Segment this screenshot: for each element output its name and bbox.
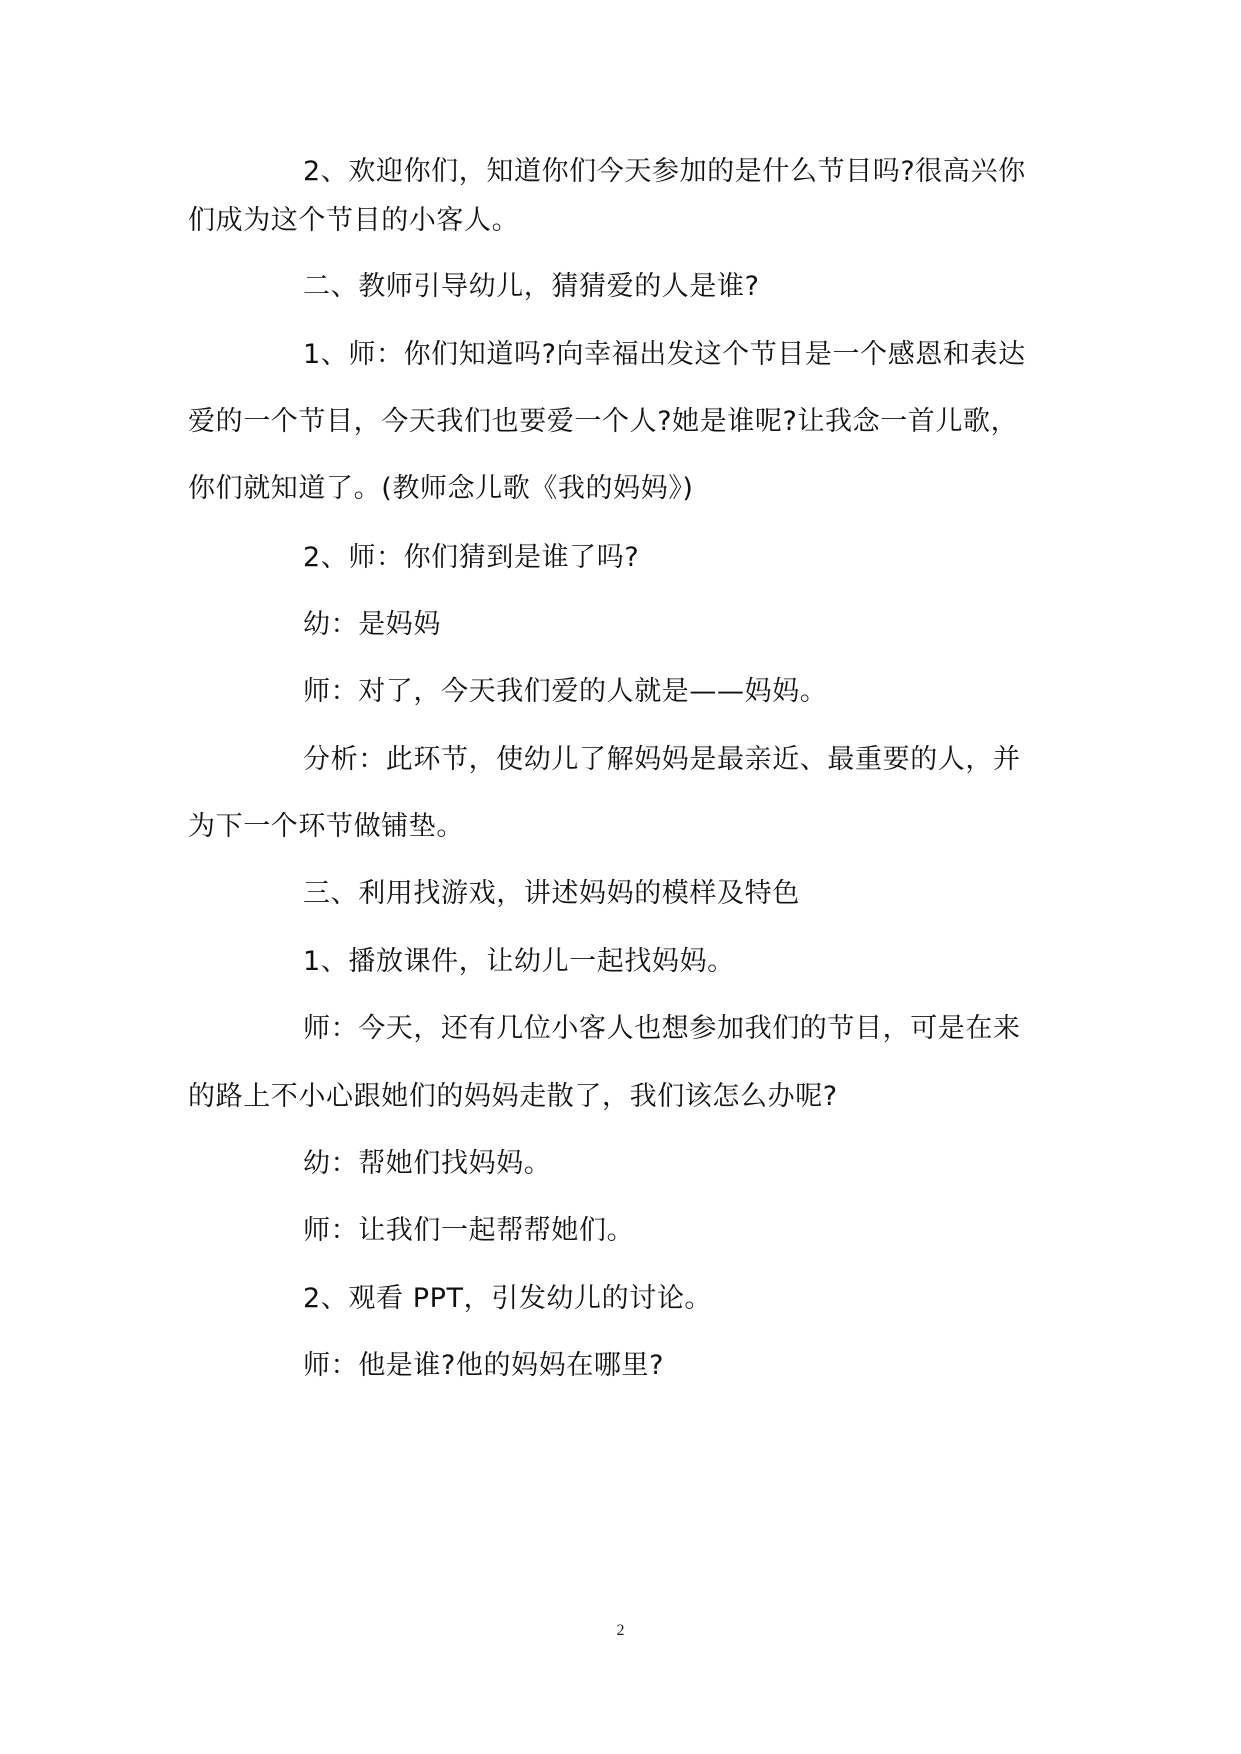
paragraph-line: 2、欢迎你们，知道你们今天参加的是什么节目吗?很高兴你 <box>303 156 1026 187</box>
paragraph-line: 1、师：你们知道吗?向幸福出发这个节目是一个感恩和表达 <box>303 339 1026 370</box>
paragraph-line: 们成为这个节目的小客人。 <box>188 205 520 236</box>
paragraph-line: 1、播放课件，让幼儿一起找妈妈。 <box>303 946 735 977</box>
paragraph-line: 幼：帮她们找妈妈。 <box>303 1148 552 1179</box>
paragraph-line: 的路上不小心跟她们的妈妈走散了，我们该怎么办呢? <box>188 1081 838 1112</box>
paragraph-line: 幼：是妈妈 <box>303 609 441 640</box>
paragraph-line: 你们就知道了。(教师念儿歌《我的妈妈》) <box>188 473 694 504</box>
paragraph-line: 2、观看 PPT，引发幼儿的讨论。 <box>303 1283 713 1314</box>
paragraph-line: 师：今天，还有几位小客人也想参加我们的节目，可是在来 <box>303 1013 1021 1044</box>
paragraph-line: 爱的一个节目，今天我们也要爱一个人?她是谁呢?让我念一首儿歌， <box>188 406 1019 437</box>
paragraph-line: 分析：此环节，使幼儿了解妈妈是最亲近、最重要的人，并 <box>303 744 1021 775</box>
section-heading: 三、利用找游戏，讲述妈妈的模样及特色 <box>303 878 800 909</box>
page-number: 2 <box>616 1622 625 1639</box>
paragraph-line: 为下一个环节做铺垫。 <box>188 811 464 842</box>
paragraph-line: 师：对了，今天我们爱的人就是——妈妈。 <box>303 676 828 707</box>
paragraph-line: 师：让我们一起帮帮她们。 <box>303 1215 635 1246</box>
paragraph-line: 2、师：你们猜到是谁了吗? <box>303 542 640 573</box>
section-heading: 二、教师引导幼儿，猜猜爱的人是谁? <box>303 271 760 302</box>
paragraph-line: 师：他是谁?他的妈妈在哪里? <box>303 1350 665 1381</box>
